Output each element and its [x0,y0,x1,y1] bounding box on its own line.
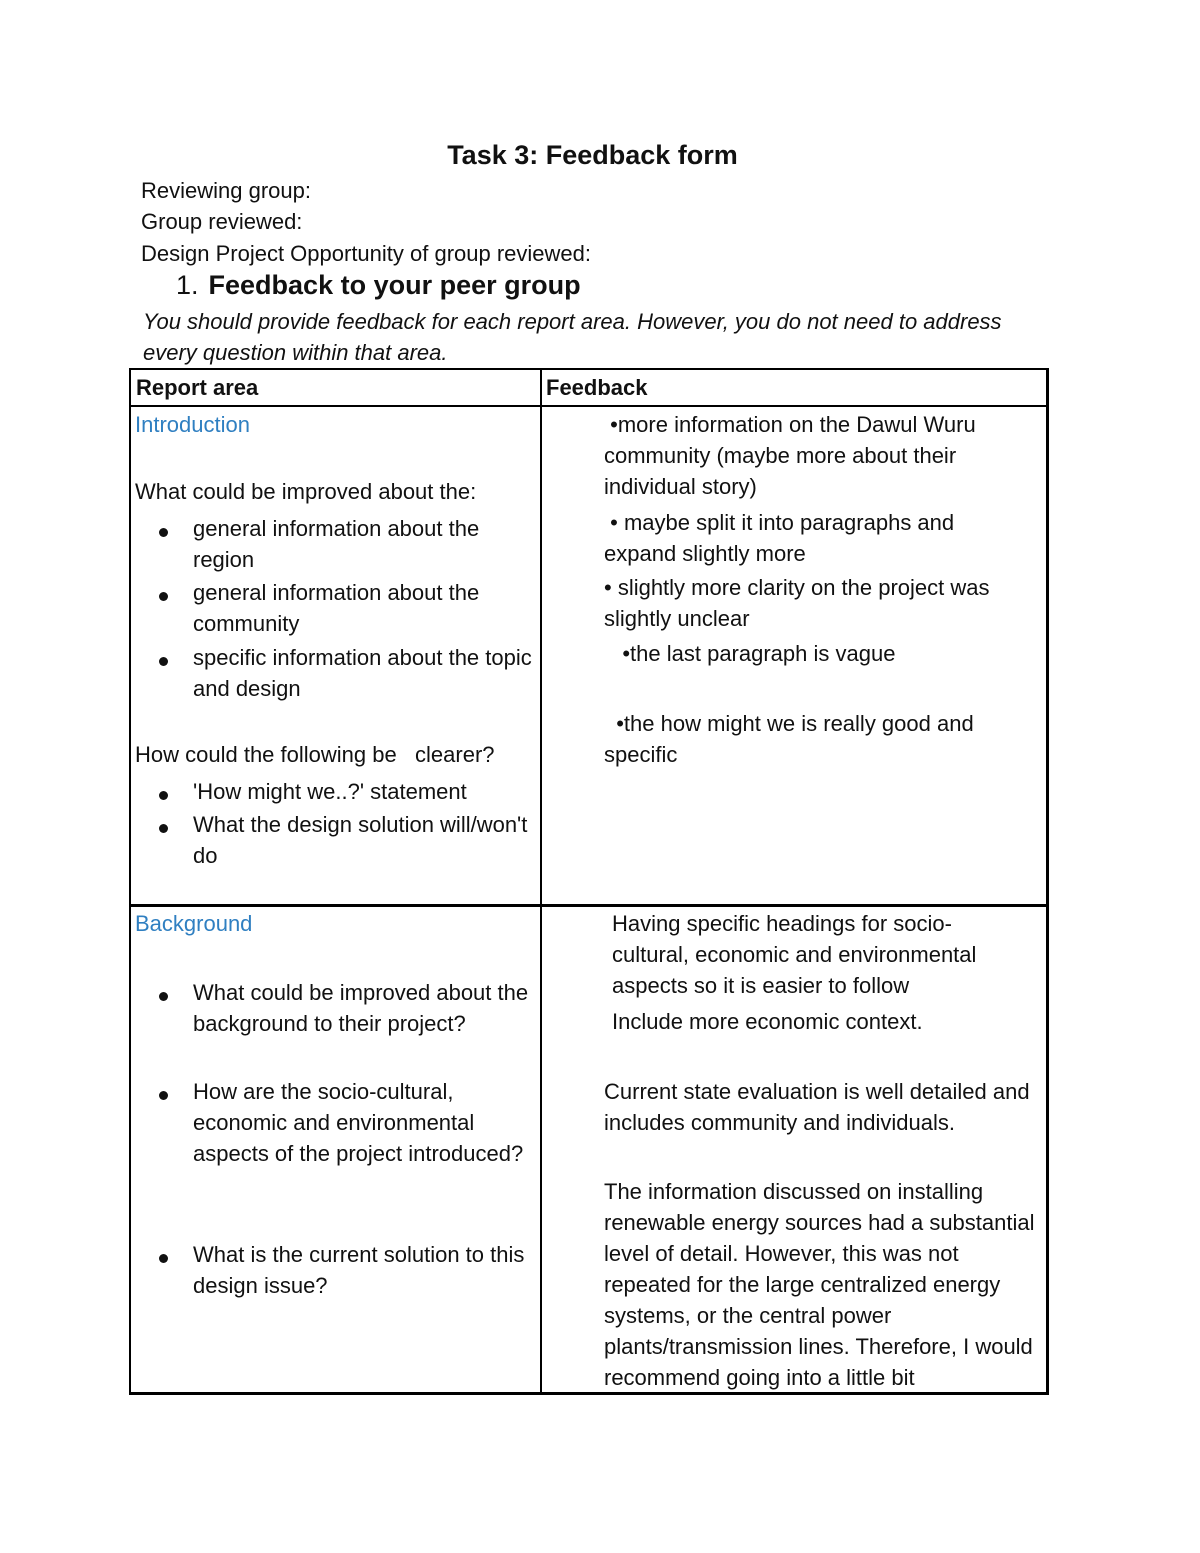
list-item-text: 'How might we..?' statement [193,779,467,804]
bullet-icon [159,791,168,800]
table-column-divider [540,368,542,1395]
feedback-table [129,368,1049,1395]
list-item-text: How are the socio-cultural, economic and environmental aspects of the project introduced? [193,1079,524,1166]
list-item-text: What the design solution will/won't do [193,812,528,868]
bullet-icon [159,592,168,601]
instructions: You should provide feedback for each report area. However, you do not need to address every question within that area. [143,309,1002,365]
feedback-item: • maybe split it into paragraphs and expand slightly more [604,510,961,566]
introduction-feedback-cell [604,409,1034,899]
group-reviewed-label: Group reviewed: [141,209,303,234]
introduction-area-cell [135,409,535,899]
table-row-divider [129,904,1049,907]
feedback-item: •the how might we is really good and specific [604,711,980,767]
header-report-area: Report area [136,375,259,400]
feedback-item: •more information on the Dawul Wuru community (maybe more about their individual story) [604,412,982,499]
list-item-text: What could be improved about the background to their project? [193,980,529,1036]
feedback-item: Include more economic context. [612,1009,923,1034]
reviewing-group-label: Reviewing group: [141,178,311,203]
feedback-item: • slightly more clarity on the project was slightly unclear [604,575,996,631]
table-header-divider [129,405,1049,407]
section-number: 1. [176,270,199,300]
introduction-link[interactable]: Introduction [135,412,250,437]
feedback-item: •the last paragraph is vague [604,641,896,666]
list-item-text: general information about the region [193,516,480,572]
table-border-right [1046,368,1049,1395]
bullet-icon [159,528,168,537]
list-item-text: What is the current solution to this design issue? [193,1242,525,1298]
background-feedback-cell [604,908,1042,1390]
bullet-icon [159,992,168,1001]
list-item-text: specific information about the topic and design [193,645,532,701]
bullet-icon [159,1091,168,1100]
table-border-bottom [129,1392,1049,1395]
section-heading [176,270,581,301]
page-title: Task 3: Feedback form [447,140,738,170]
introduction-question-2: How could the following be clearer? [135,742,495,767]
section-title: Feedback to your peer group [208,270,581,300]
bullet-icon [159,657,168,666]
background-link[interactable]: Background [135,911,253,936]
bullet-icon [159,1254,168,1263]
table-border-left [129,368,131,1395]
table-border-top [129,368,1049,370]
background-area-cell [135,908,535,1388]
feedback-item: Having specific headings for socio-cultural, economic and environmental aspects so it is easier to follow [612,911,977,998]
feedback-item: The information discussed on installing renewable energy sources had a substantial level of detail. However, this was not repeated for the large centralized energy systems, or the central power plants/transmission lines. Therefore, I would recommend going into a little bit [604,1179,1035,1390]
design-project-label: Design Project Opportunity of group reviewed: [141,241,592,266]
header-feedback: Feedback [546,375,648,400]
list-item-text: general information about the community [193,580,480,636]
bullet-icon [159,824,168,833]
feedback-item: Current state evaluation is well detailed and includes community and individuals. [604,1079,1030,1135]
introduction-question-1: What could be improved about the: [135,479,477,504]
